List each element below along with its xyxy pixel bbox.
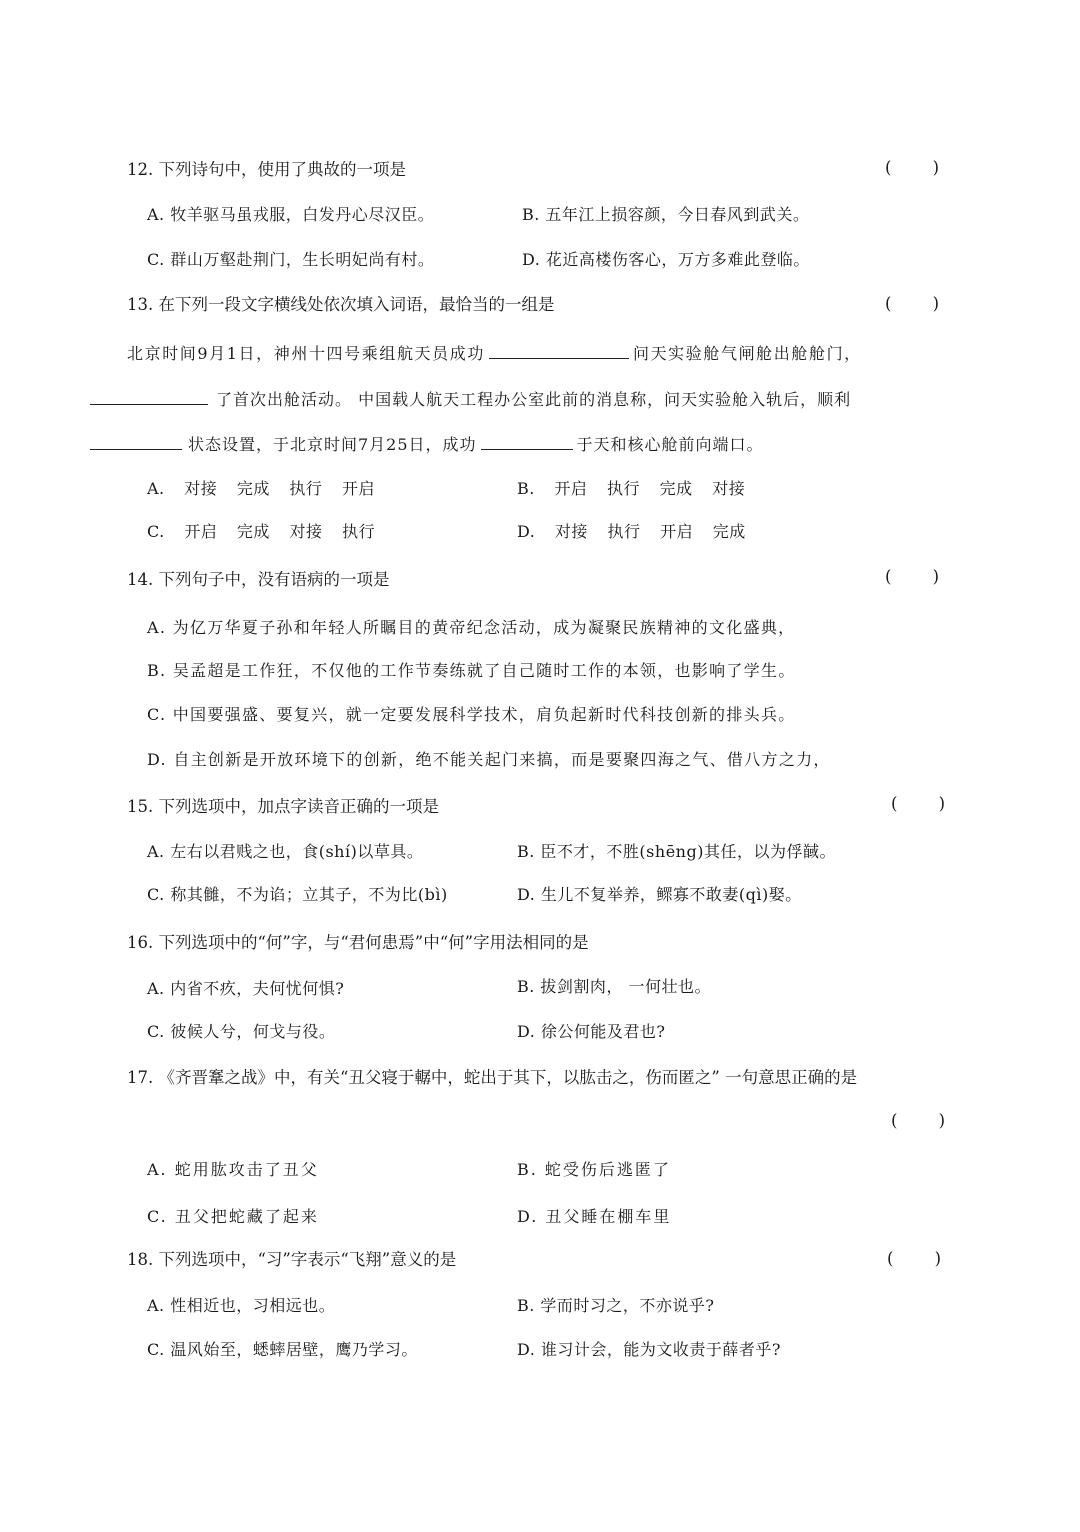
answer-paren-12: ( ) (885, 158, 940, 177)
question-17-option-c: C. 丑父把蛇藏了起来 (147, 1207, 319, 1226)
question-14-option-d: D. 自主创新是开放环境下的创新，绝不能关起门来搞，而是要聚四海之气、借八方之力， (147, 750, 831, 769)
question-17-option-b: B. 蛇受伤后逃匿了 (517, 1160, 671, 1179)
question-15-option-b: B. 臣不才，不胜(shēng)其任，以为俘馘。 (517, 842, 836, 861)
question-14-option-c: C. 中国要强盛、要复兴，就一定要发展科学技术，肩负起新时代科技创新的排头兵。 (147, 705, 796, 724)
question-13-passage-line-2 (90, 386, 851, 411)
question-13-passage-line-1 (127, 340, 862, 365)
passage-text-3: 了首次出舱活动。 中国载人航天工程办公室此前的消息称，问天实验舱入轨后，顺利 (216, 390, 852, 409)
question-12-option-b: B. 五年江上损容颜，今日春风到武关。 (522, 205, 810, 224)
question-15-option-c: C. 称其雠，不为谄；立其子，不为比(bì) (147, 885, 448, 904)
answer-paren-17: ( ) (891, 1111, 946, 1130)
question-12-option-c: C. 群山万壑赴荆门，生长明妃尚有村。 (147, 250, 435, 269)
question-15-option-a: A. 左右以君贱之也，食(shí)以草具。 (147, 842, 424, 861)
question-15-option-d: D. 生儿不复举养，鳏寡不敢妻(qì)娶。 (517, 885, 802, 904)
question-14-option-b: B. 吴孟超是工作狂，不仅他的工作节奏练就了自己随时工作的本领，也影响了学生。 (147, 661, 796, 680)
passage-text-1: 北京时间9月1日，神州十四号乘组航天员成功 (127, 344, 485, 363)
passage-text-2: 问天实验舱气闸舱出舱舱门， (632, 344, 862, 363)
question-16-option-a: A. 内省不疚，夫何忧何惧? (147, 979, 345, 998)
question-17-stem: 17. 《齐晋鞌之战》中，有关“丑父寝于轏中，蛇出于其下，以肱击之，伤而匿之” 一句意思正确的是 (127, 1068, 858, 1087)
answer-paren-14: ( ) (885, 567, 940, 586)
question-13-stem: 13. 在下列一段文字横线处依次填入词语，最恰当的一组是 (127, 295, 555, 314)
question-17-option-d: D. 丑父睡在棚车里 (517, 1207, 672, 1226)
question-15-stem: 15. 下列选项中，加点字读音正确的一项是 (127, 797, 439, 816)
answer-paren-18: ( ) (887, 1249, 942, 1268)
fill-blank-4[interactable] (481, 431, 573, 450)
passage-text-4: 状态设置，于北京时间7月25日，成功 (188, 435, 477, 454)
question-18-option-b: B. 学而时习之，不亦说乎? (517, 1296, 715, 1315)
question-13-option-c: C. 开启 完成 对接 执行 (147, 522, 376, 541)
question-16-option-b: B. 拔剑割肉， 一何壮也。 (517, 977, 712, 996)
question-17-option-a: A. 蛇用肱攻击了丑父 (147, 1160, 319, 1179)
question-16-option-d: D. 徐公何能及君也? (517, 1022, 666, 1041)
question-18-option-d: D. 谁习计会，能为文收责于薛者乎? (517, 1340, 782, 1359)
question-18-option-c: C. 温风始至，蟋蟀居壁，鹰乃学习。 (147, 1340, 418, 1359)
question-18-option-a: A. 性相近也，习相远也。 (147, 1296, 336, 1315)
question-14-stem: 14. 下列句子中，没有语病的一项是 (127, 570, 390, 589)
question-16-stem: 16. 下列选项中的“何”字，与“君何患焉”中“何”字用法相同的是 (127, 933, 589, 952)
answer-paren-15: ( ) (891, 794, 946, 813)
question-13-option-a: A. 对接 完成 执行 开启 (147, 479, 375, 498)
fill-blank-2[interactable] (90, 386, 208, 405)
question-13-option-d: D. 对接 执行 开启 完成 (517, 522, 746, 541)
question-16-option-c: C. 彼候人兮，何戈与役。 (147, 1022, 336, 1041)
fill-blank-3[interactable] (90, 431, 182, 450)
question-14-option-a: A. 为亿万华夏子孙和年轻人所瞩目的黄帝纪念活动，成为凝聚民族精神的文化盛典， (147, 618, 796, 637)
question-13-option-b: B. 开启 执行 完成 对接 (517, 479, 746, 498)
answer-paren-13: ( ) (885, 294, 940, 313)
question-12-option-d: D. 花近高楼伤客心，万方多难此登临。 (522, 250, 810, 269)
question-12-option-a: A. 牧羊驱马虽戎服，白发丹心尽汉臣。 (147, 205, 435, 224)
question-13-passage-line-3 (90, 431, 764, 456)
question-18-stem: 18. 下列选项中，“习”字表示“飞翔”意义的是 (127, 1250, 457, 1269)
question-12-stem: 12. 下列诗句中，使用了典故的一项是 (127, 160, 406, 179)
passage-text-5: 于天和核心舱前向端口。 (576, 435, 764, 454)
fill-blank-1[interactable] (489, 340, 629, 359)
